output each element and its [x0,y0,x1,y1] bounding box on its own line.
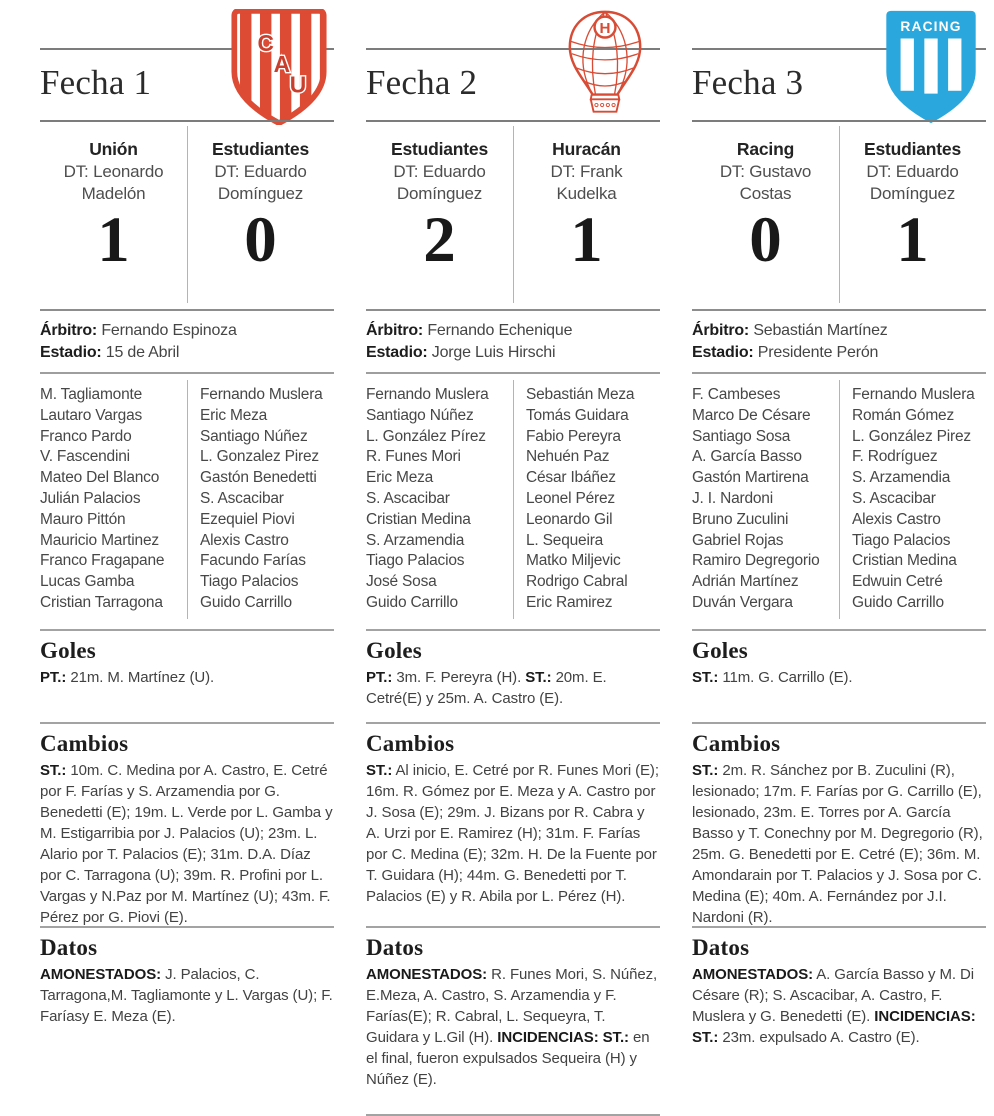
stadium-name: 15 de Abril [105,344,180,362]
officials [692,309,986,372]
goals-text: ST.: 11m. G. Carrillo (E). [692,669,853,686]
player-name: Santiago Sosa [692,427,791,445]
player-name: José Sosa [366,573,437,591]
player-name: Ezequiel Piovi [200,510,295,528]
match-column-fecha-1 [40,29,334,1116]
huracan-crest-icon [552,9,658,125]
team-name: Huracán [552,139,621,159]
substitutions-text: ST.: Al inicio, E. Cetré por R. Funes Mori (E); 16m. R. Gómez por E. Meza y A. Castro por J. Sosa (E); 29m. J. Bizans por R. Cabra y A. Urzi por E. Ramirez (H); 31m. F. Farías por C. Medina (E); 32m. H. De la Fuente por T. Guidara (H); 44m. G. Benedetti por T. Palacios (E) y R. Abila por L. Pérez (H). [366,762,659,905]
referee-line [366,320,660,342]
player-name: Alexis Castro [200,531,289,549]
team-away [513,122,660,309]
player-name: Fernando Muslera [366,386,489,403]
fecha-title: Fecha 1 [40,63,152,102]
team-score: 1 [97,203,130,276]
player-name: Fabio Pereyra [526,427,621,445]
goals-heading: Goles [692,638,748,663]
match-column-fecha-2 [366,19,660,1116]
fecha-title: Fecha 3 [692,63,804,102]
referee-name: Fernando Echenique [427,322,573,339]
substitutions-text: ST.: 2m. R. Sánchez por B. Zuculini (R), lesionado; 17m. F. Farías por G. Carrillo (E), lesionado, 23m. E. Torres por A. García Basso y T. Conechny por M. Degregorio (R), 25m. G. Benedetti por E. Cetré (E); 36m. M. Amondarain por T. Palacios y J. Sosa por C. Medina (E); 40m. A. Fernández por J.I. Nardoni (R). [692,762,983,926]
referee-name: Sebastián Martínez [753,322,888,339]
player-name: A. García Basso [692,448,802,466]
player-name: Facundo Farías [200,552,306,570]
scoreboard [366,120,660,309]
player-name: Santiago Núñez [366,406,474,424]
player-name: Román Gómez [852,406,955,424]
player-name: M. Tagliamonte [40,386,143,403]
away-lineup [513,385,660,629]
match-column-fecha-3 [692,18,986,1116]
player-name: Mauro Pittón [40,510,126,528]
player-name: Nehuén Paz [526,448,610,466]
referee-line [40,320,334,342]
player-name: Gabriel Rojas [692,531,784,549]
data-text: AMONESTADOS: A. García Basso y M. Di Césare (R); S. Ascacibar, A. Castro, F. Muslera y G. Benedetti (E). INCIDENCIAS: ST.: 23m. expulsado A. Castro (E). [692,966,976,1046]
player-name: F. Cambeses [692,386,781,403]
substitutions-section [40,722,334,926]
officials [366,309,660,372]
team-score: 0 [749,203,782,276]
player-name: Franco Pardo [40,427,132,445]
player-name: V. Fascendini [40,448,130,466]
player-name: L. Sequeira [526,531,604,549]
referee-label: Árbitro: [692,322,750,339]
stadium-label: Estadio: [366,344,428,362]
player-name: Sebastián Meza [526,386,635,403]
officials [40,309,334,372]
team-coach: DT: Gustavo Costas [719,162,812,204]
data-heading: Datos [40,935,98,960]
player-name: L. Gonzalez Pirez [200,448,319,466]
player-name: S. Arzamendia [366,531,465,549]
team-home [40,122,187,309]
column-header [692,18,986,120]
team-score: 0 [244,203,277,276]
crest-letter: C [257,29,274,56]
player-name: Gastón Martirena [692,469,809,487]
team-coach: DT: Leonardo Madelón [63,162,164,204]
stadium-name: Presidente Perón [757,344,879,362]
team-name: Estudiantes [212,139,309,159]
data-section [40,926,334,1027]
scoreboard [692,120,986,309]
player-name: Tiago Palacios [852,531,951,549]
team-score: 2 [423,203,456,276]
goals-section [692,629,986,722]
referee-label: Árbitro: [40,322,98,339]
player-name: Duván Vergara [692,593,793,611]
crest-letter: H [599,19,611,37]
player-name: Adrián Martínez [692,573,799,591]
racing-crest-icon [878,9,984,125]
player-name: Cristian Medina [852,552,957,570]
player-name: Bruno Zuculini [692,510,789,528]
team-name: Estudiantes [864,139,961,159]
player-name: Leonardo Gil [526,510,613,528]
player-name: R. Funes Mori [366,448,461,466]
player-name: Edwuin Cetré [852,573,943,591]
team-coach: DT: Eduardo Domínguez [214,162,307,204]
referee-name: Fernando Espinoza [101,322,237,339]
player-name: Lautaro Vargas [40,406,143,424]
player-name: Fernando Muslera [200,386,323,403]
substitutions-section [692,722,986,926]
player-name: Marco De Césare [692,406,811,424]
stadium-line [692,342,986,364]
player-name: César Ibáñez [526,469,616,487]
away-lineup [187,385,334,629]
home-lineup [692,385,839,629]
data-heading: Datos [366,935,424,960]
crest-letter: A [273,50,291,77]
player-name: F. Rodríguez [852,448,938,466]
team-away [187,122,334,309]
player-name: Gastón Benedetti [200,469,317,487]
player-name: S. Ascacibar [366,489,450,507]
team-name: Racing [736,139,795,159]
away-lineup [839,385,986,629]
player-name: S. Ascacibar [200,489,284,507]
player-name: Tomás Guidara [526,406,629,424]
player-name: Tiago Palacios [200,573,299,591]
player-name: Franco Fragapane [40,552,165,570]
union-crest-icon [226,9,332,125]
team-name: Unión [89,139,138,159]
player-name: L. González Pírez [366,427,486,445]
player-name: Cristian Medina [366,510,471,528]
player-name: Guido Carrillo [852,593,944,611]
player-name: Fernando Muslera [852,386,975,403]
crest-letter: U [289,71,307,98]
player-name: Tiago Palacios [366,552,465,570]
stadium-label: Estadio: [692,344,754,362]
goals-section [366,629,660,722]
crest-wordmark: RACING [900,18,962,34]
goals-heading: Goles [366,638,422,663]
data-text: AMONESTADOS: J. Palacios, C. Tarragona,M. Tagliamonte y L. Vargas (U); F. Faríasy E. Meza (E). [40,966,333,1025]
player-name: Eric Meza [200,406,268,424]
column-header [40,29,334,120]
player-name: Rodrigo Cabral [526,573,628,591]
data-section [692,926,986,1048]
referee-line [692,320,986,342]
player-name: Alexis Castro [852,510,941,528]
player-name: L. González Pirez [852,427,971,445]
stadium-line [40,342,334,364]
data-heading: Datos [692,935,750,960]
goals-text: PT.: 3m. F. Pereyra (H). ST.: 20m. E. Cetré(E) y 25m. A. Castro (E). [366,669,607,707]
home-lineup [40,385,187,629]
substitutions-heading: Cambios [40,731,129,756]
player-name: Mauricio Martinez [40,531,159,549]
team-score: 1 [570,203,603,276]
player-name: Eric Ramirez [526,593,613,611]
lineups [40,372,334,629]
stadium-name: Jorge Luis Hirschi [431,344,556,362]
substitutions-heading: Cambios [692,731,781,756]
team-coach: DT: Eduardo Domínguez [866,162,959,204]
player-name: S. Ascacibar [852,489,936,507]
player-name: Mateo Del Blanco [40,469,160,487]
player-name: Lucas Gamba [40,573,135,591]
player-name: Cristian Tarragona [40,593,163,611]
player-name: Ramiro Degregorio [692,552,820,570]
team-coach: DT: Frank Kudelka [550,162,623,204]
team-coach: DT: Eduardo Domínguez [393,162,486,204]
scoreboard [40,120,334,309]
lineups [692,372,986,629]
column-header [366,19,660,120]
player-name: S. Arzamendia [852,469,951,487]
player-name: Eric Meza [366,469,434,487]
team-away [839,122,986,309]
goals-heading: Goles [40,638,96,663]
stadium-label: Estadio: [40,344,102,362]
player-name: Leonel Pérez [526,489,615,507]
team-home [366,122,513,309]
player-name: J. I. Nardoni [692,489,773,507]
goals-text: PT.: 21m. M. Martínez (U). [40,669,215,686]
stadium-line [366,342,660,364]
home-lineup [366,385,513,629]
player-name: Matko Miljevic [526,552,621,570]
substitutions-section [366,722,660,926]
lineups [366,372,660,629]
substitutions-text: ST.: 10m. C. Medina por A. Castro, E. Cetré por F. Farías y S. Arzamendia por G. Benedetti (E); 19m. L. Verde por L. Gamba y M. Estigarribia por J. Palacios (U); 23m. L. Alario por T. Palacios (E); 31m. D.A. Díaz por C. Tarragona (U); 39m. R. Profini por L. Vargas y N.Paz por M. Martínez (U); 43m. F. Pérez por G. Piovi (E). [40,762,333,926]
player-name: Guido Carrillo [200,593,292,611]
data-section [366,926,660,1116]
player-name: Julián Palacios [40,489,141,507]
team-name: Estudiantes [391,139,488,159]
referee-label: Árbitro: [366,322,424,339]
substitutions-heading: Cambios [366,731,455,756]
team-home [692,122,839,309]
player-name: Santiago Núñez [200,427,308,445]
player-name: Guido Carrillo [366,593,458,611]
goals-section [40,629,334,722]
team-score: 1 [896,203,929,276]
fecha-title: Fecha 2 [366,63,478,102]
data-text: AMONESTADOS: R. Funes Mori, S. Núñez, E.Meza, A. Castro, S. Arzamendia y F. Farías(E); R. Cabral, L. Sequeyra, T. Guidara y L.Gil (H). INCIDENCIAS: ST.: en el final, fueron expulsados Sequeira (H) y Núñez (E). [366,966,658,1088]
